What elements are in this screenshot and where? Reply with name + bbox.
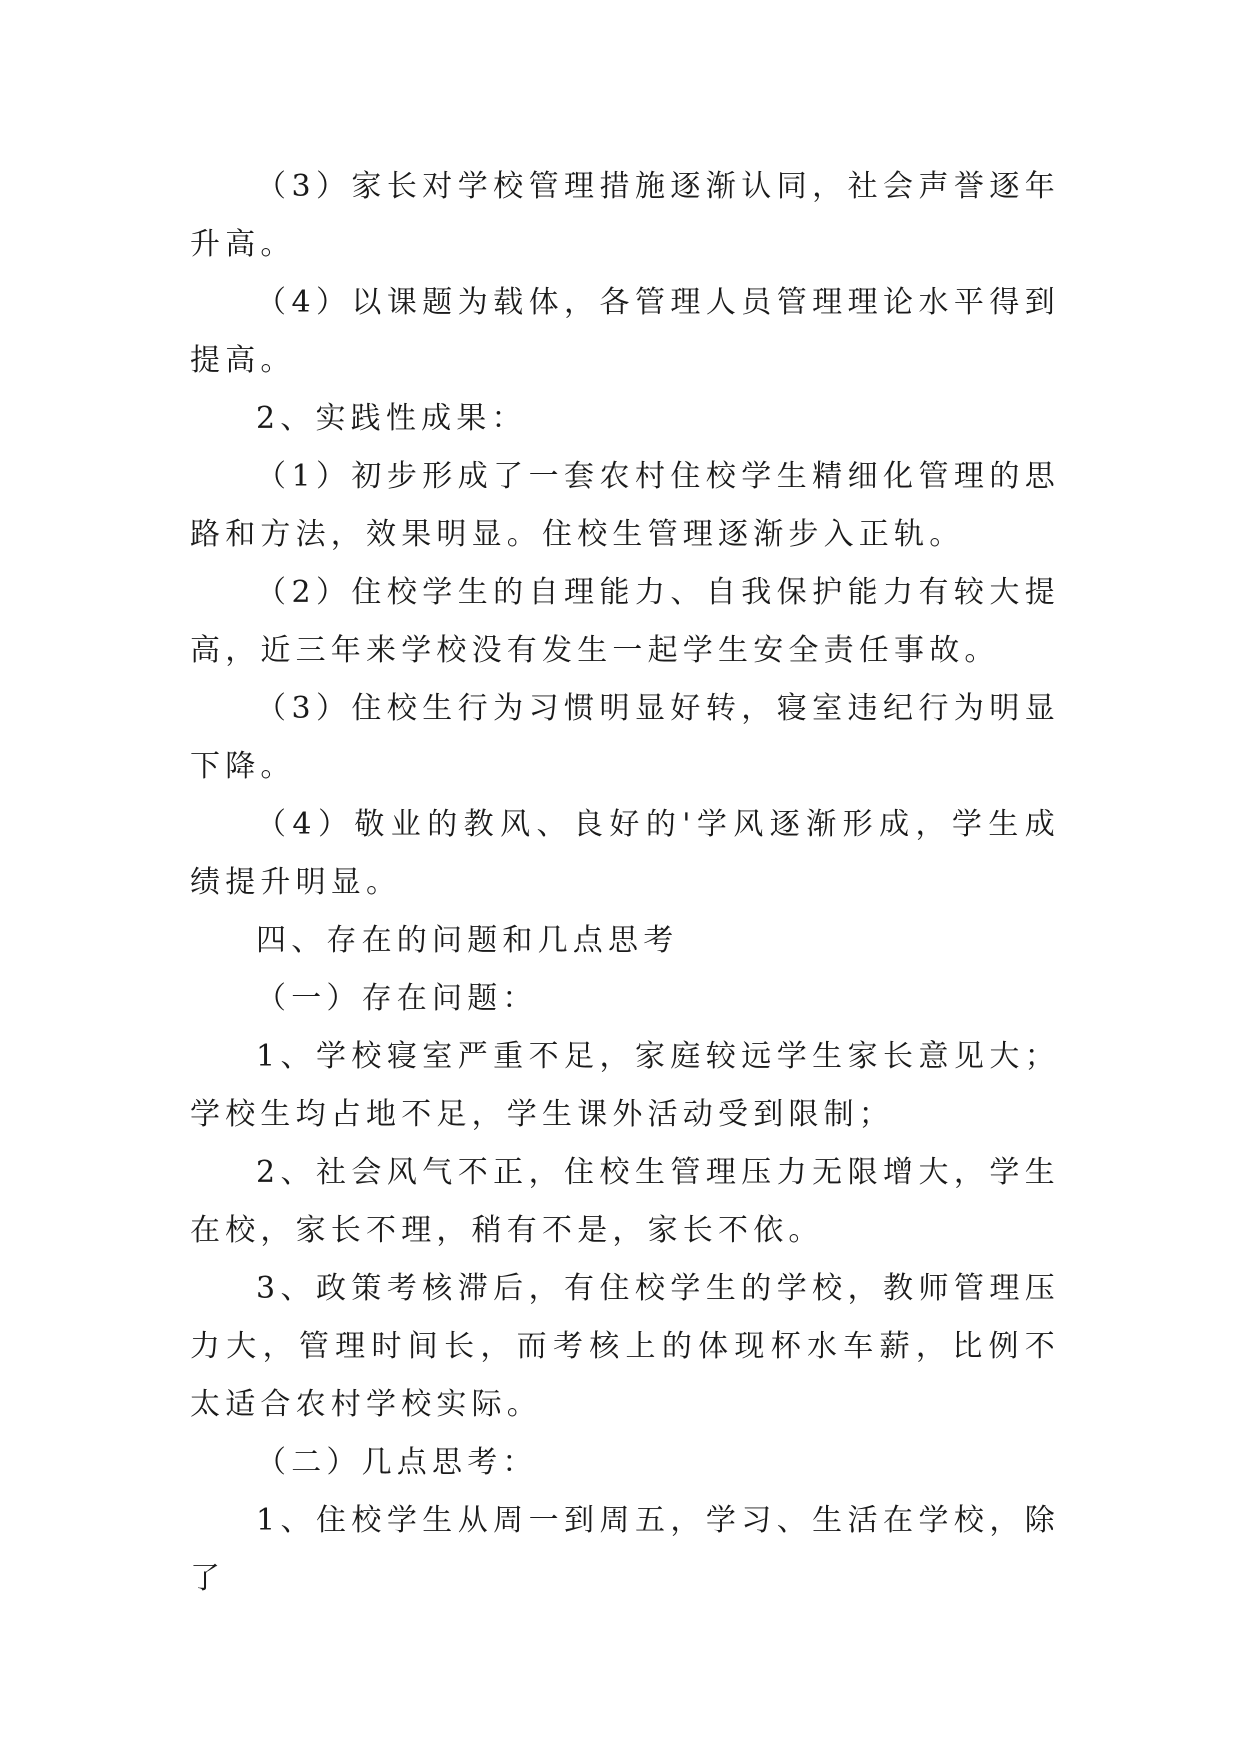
- document-body: [190, 158, 1060, 1608]
- paragraph-10: 3、政策考核滞后，有住校学生的学校，教师管理压力大，管理时间长，而考核上的体现杯水车薪，比例不太适合农村学校实际。: [190, 1271, 1060, 1422]
- paragraph-3: 2、实践性成果：: [256, 401, 527, 436]
- paragraph-9: 2、社会风气不正，住校生管理压力无限增大，学生在校，家长不理，稍有不是，家长不依。: [190, 1155, 1060, 1248]
- subsection-heading-1: （一）存在问题：: [256, 981, 538, 1016]
- paragraph-4: （1）初步形成了一套农村住校学生精细化管理的思路和方法，效果明显。住校生管理逐渐步入正轨。: [190, 459, 1060, 552]
- paragraph-5: （2）住校学生的自理能力、自我保护能力有较大提高，近三年来学校没有发生一起学生安全责任事故。: [190, 575, 1060, 668]
- paragraph-8: 1、学校寝室严重不足，家庭较远学生家长意见大；学校生均占地不足，学生课外活动受到限制；: [190, 1039, 1060, 1132]
- subsection-heading-2: （二）几点思考：: [256, 1445, 538, 1480]
- paragraph-7: （4）敬业的教风、良好的'学风逐渐形成，学生成绩提升明显。: [190, 807, 1060, 900]
- paragraph-6: （3）住校生行为习惯明显好转，寝室违纪行为明显下降。: [190, 691, 1060, 784]
- paragraph-2: （4）以课题为载体，各管理人员管理理论水平得到提高。: [190, 285, 1060, 378]
- paragraph-1: （3）家长对学校管理措施逐渐认同，社会声誉逐年升高。: [190, 169, 1060, 262]
- section-heading: 四、存在的问题和几点思考: [256, 923, 679, 958]
- paragraph-11: 1、住校学生从周一到周五，学习、生活在学校，除了: [190, 1503, 1060, 1596]
